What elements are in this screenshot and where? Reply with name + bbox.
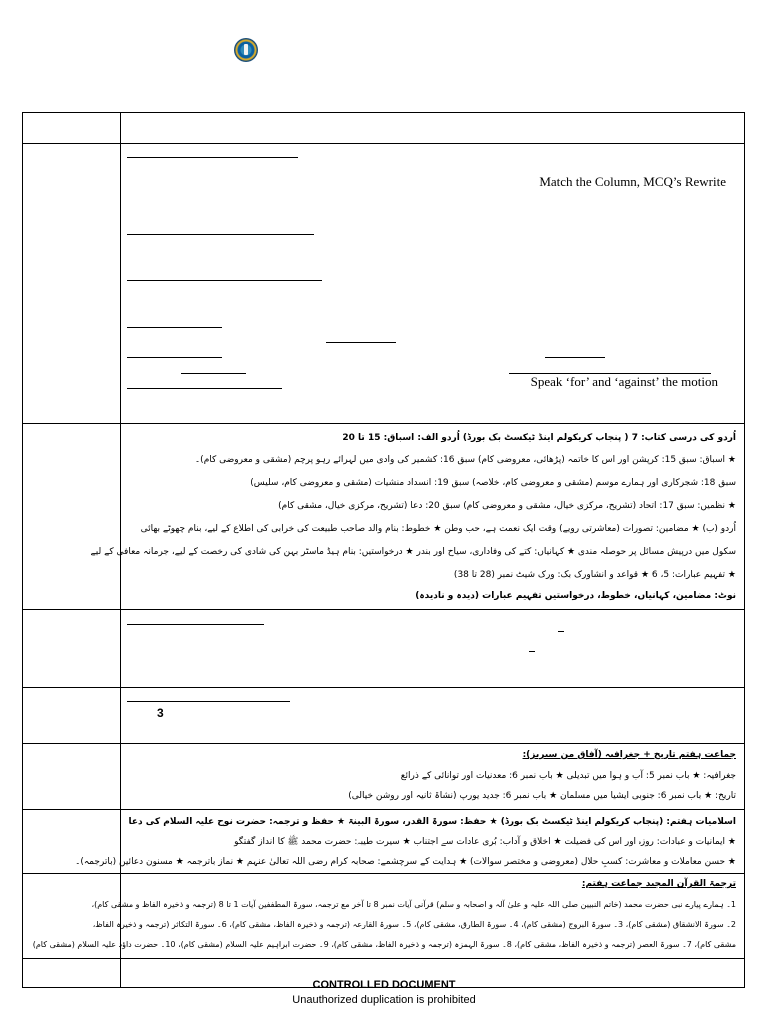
- dash-mark: [529, 651, 535, 652]
- islamiat-row: [23, 810, 745, 874]
- content-header-cell: [121, 113, 745, 144]
- urdu-line: اُردو کی درسی کتاب: 7 ( پنجاب کریکولم اینڈ ٹیکسٹ بک بورڈ) اُردو الف: اسباق: 15 تا 20: [342, 433, 736, 443]
- blank-subject-cell: [23, 610, 121, 688]
- syllabus-table: [22, 112, 745, 988]
- blank-row: [23, 610, 745, 688]
- blank-line: [127, 701, 290, 702]
- geography-line: جغرافیہ: ★ باب نمبر 5: آب و ہوا میں تبدیلی ★ باب نمبر 6: معدنیات اور توانائی کے ذرائع: [400, 771, 736, 781]
- islamiat-content-cell: [75, 810, 745, 874]
- quran-line: 2۔ سورۃ الانشقاق (مشقی کام)، 3۔ سورۃ البروج (مشقی کام)، 4۔ سورۃ الطارق، مشقی کام)، 5۔ سورۃ القارعہ (ترجمہ و ذخیرہ الفاظ، مشقی کام)، 6۔ سورۃ التکاثر (ترجمہ و ذخیرہ الفاظ،: [92, 920, 736, 929]
- urdu-row: [23, 424, 745, 610]
- geography-content-cell: [121, 744, 745, 810]
- geography-subject-cell: [23, 744, 121, 810]
- controlled-document-title: CONTROLLED DOCUMENT: [312, 979, 456, 991]
- english-content-cell: [121, 144, 745, 424]
- blank-line: [127, 388, 282, 389]
- urdu-line: سکول میں درپیش مسائل پر حوصلہ مندی ★ کہانیاں: کتے کی وفاداری، سیاح اور بندر ★ درخواستیں: بنام ہیڈ ماسٹر بہن کی شادی کی رخصت کے لیے، جرمانہ معافی کے لیے: [90, 547, 736, 557]
- dash-mark: [558, 631, 564, 632]
- quran-content-cell: [32, 874, 745, 959]
- school-logo: [234, 38, 258, 62]
- islamiat-line: ★ ایمانیات و عبادات: روزہ اور اس کی فضیلت ★ اخلاق و آداب: بُری عادات سے اجتناب ★ سیرت طیبہ: حضرت محمد ﷺ کا انداز گفتگو: [234, 837, 736, 847]
- blank-line: [127, 280, 322, 281]
- urdu-line: ★ تفہیم عبارات: 5، 6 ★ قواعد و انشاورک بک: ورک شیٹ نمبر (28 تا 38): [453, 570, 736, 580]
- quran-heading: ترجمۃ القرآن المجید جماعت ہفتم:: [581, 879, 736, 889]
- urdu-line: ★ اسباق: سبق 15: کرپشن اور اس کا خاتمہ (پڑھائی، معروضی کام) سبق 16: کشمیر کی وادی میں لہرائے رہو پرچم (مشقی و معروضی کام)۔: [194, 455, 736, 465]
- history-line: تاریخ: ★ باب نمبر 6: جنوبی ایشیا میں مسلمان ★ باب نمبر 6: جدید یورپ (نشاۃ ثانیہ اور روشن خیالی): [348, 791, 736, 801]
- quran-line: مشقی کام)، 7۔ سورۃ العصر (ترجمہ و ذخیرہ الفاظ، مشقی کام)، 8۔ سورۃ الہمزہ (ترجمہ و ذخیرہ الفاظ، مشقی کام)، 9۔ حضرت ابراہیم علیہ السلام (مشقی کام)، 10۔ حضرت داؤد علیہ السلام (مشقی کام): [32, 940, 736, 949]
- urdu-line: اُردو (ب) ★ مضامین: تصورات (معاشرتی رویے) وقت ایک نعمت ہے، حب وطن ★ خطوط: بنام والد صاحب طبیعت کی خرابی کی اطلاع کے لیے، بنام چھوٹے بھائی: [140, 524, 736, 534]
- urdu-content-cell: [90, 424, 745, 610]
- duplication-notice: Unauthorized duplication is prohibited: [292, 994, 476, 1006]
- quran-line: 1۔ ہمارے پیارے نبی حضرت محمد (خاتم النبیین صلی اللہ علیہ و علیٰ آلہ و اصحابہ و سلم) قرآنی آیات نمبر 8 تا آخر مع ترجمہ، سورۃ المطففین آیات 1 تا 8 (ترجمہ و ذخیرہ الفاظ و مشقی کام)،: [91, 900, 736, 909]
- subject-header-cell: [23, 113, 121, 144]
- numbered-content-cell: [121, 688, 745, 744]
- blank-line: [127, 624, 264, 625]
- blank-line: [127, 234, 314, 235]
- urdu-note: نوٹ: مضامین، کہانیاں، خطوط، درخواستیں تفہیم عبارات (دیدہ و نادیدہ): [415, 591, 736, 601]
- match-column-text: Match the Column, MCQ’s Rewrite: [539, 174, 726, 189]
- numbered-subject-cell: [23, 688, 121, 744]
- islamiat-line: ★ حسن معاملات و معاشرت: کسبِ حلال (معروضی و مختصر سوالات) ★ ہدایت کے سرچشمے: صحابہ کرام رضی اللہ تعالیٰ عنہم ★ نماز باترجمہ ★ مسنون دعائیں (باترجمہ)۔: [75, 857, 736, 867]
- blank-line: [127, 357, 222, 358]
- header-row: [23, 113, 745, 144]
- speak-motion-text: Speak ‘for’ and ‘against’ the motion: [530, 374, 718, 389]
- geography-heading: جماعت ہفتم تاریخ + جغرافیہ (آفاق من سیریز):: [522, 750, 736, 760]
- blank-line: [326, 342, 396, 343]
- english-subject-cell: [23, 144, 121, 424]
- blank-line: [127, 327, 222, 328]
- geography-row: [23, 744, 745, 810]
- blank-line: [181, 373, 246, 374]
- english-row: [23, 144, 745, 424]
- blank-content-cell: [121, 610, 745, 688]
- islamiat-heading: اسلامیات ہفتم: (پنجاب کریکولم اینڈ ٹیکسٹ بک بورڈ) ★ حفظ: سورۃ القدر، سورۃ البینۃ ★ حفظ و ترجمہ: حضرت نوح علیہ السلام کی دعا: [128, 817, 736, 827]
- quran-row: [23, 874, 745, 959]
- urdu-subject-cell: [23, 424, 121, 610]
- dash-mark: [591, 609, 597, 610]
- urdu-line: ★ نظمیں: سبق 17: اتحاد (تشریح، مرکزی خیال، مشقی و معروضی کام) سبق 20: دعا (تشریح، مرکزی خیال، مشقی کام): [278, 501, 736, 511]
- section-number: 3: [157, 706, 164, 720]
- blank-line: [127, 157, 298, 158]
- urdu-line: سبق 18: شجرکاری اور ہمارے موسم (مشقی و معروضی کام، خلاصہ) سبق 19: انسداد منشیات (مشقی و معروضی کام، سلیس): [250, 478, 736, 488]
- blank-line: [545, 357, 605, 358]
- numbered-row: [23, 688, 745, 744]
